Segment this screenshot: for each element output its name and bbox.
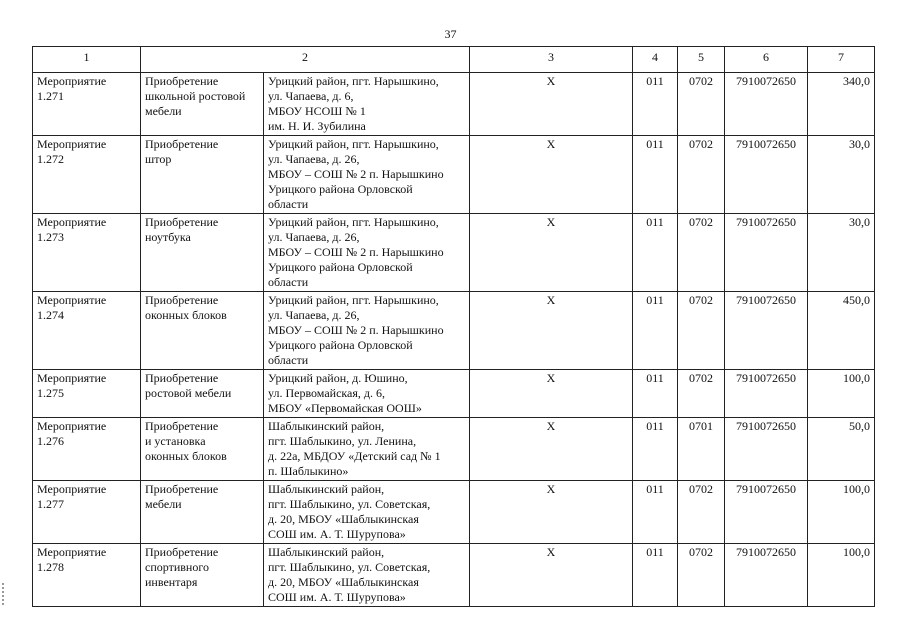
address-cell-line: МБОУ – СОШ № 2 п. Нарышкино <box>268 167 444 181</box>
col-7-cell: 50,0 <box>808 418 875 481</box>
col-6-cell: 7910072650 <box>725 544 808 607</box>
address-cell <box>264 418 470 481</box>
address-cell-line: Урицкий район, пгт. Нарышкино, <box>268 293 439 307</box>
col-3-cell: X <box>470 214 633 292</box>
address-cell-line: пгт. Шаблыкино, ул. Советская, <box>268 560 431 574</box>
address-cell-line: Урицкого района Орловской <box>268 260 413 274</box>
measure-id-cell-line: 1.272 <box>37 152 64 166</box>
col-3-cell: X <box>470 544 633 607</box>
address-cell-line: области <box>268 275 309 289</box>
address-cell-line: СОШ им. А. Т. Шурупова» <box>268 527 406 541</box>
address-cell-line: МБОУ «Первомайская ООШ» <box>268 401 422 415</box>
address-cell-line: МБОУ НСОШ № 1 <box>268 104 366 118</box>
address-cell-line: ул. Чапаева, д. 26, <box>268 308 360 322</box>
header-col-6: 6 <box>725 47 808 73</box>
measure-name-cell <box>141 370 264 418</box>
measure-name-cell-line: оконных блоков <box>145 449 227 463</box>
address-cell-line: МБОУ – СОШ № 2 п. Нарышкино <box>268 245 444 259</box>
address-cell-line: д. 20, МБОУ «Шаблыкинская <box>268 575 419 589</box>
measure-name-cell-line: спортивного <box>145 560 209 574</box>
header-col-1: 1 <box>33 47 141 73</box>
col-4-cell: 011 <box>633 292 678 370</box>
col-3-cell: X <box>470 136 633 214</box>
measure-name-cell <box>141 418 264 481</box>
col-4-cell: 011 <box>633 214 678 292</box>
measure-id-cell <box>33 292 141 370</box>
measure-id-cell-line: 1.275 <box>37 386 64 400</box>
measure-name-cell <box>141 481 264 544</box>
col-4-cell: 011 <box>633 136 678 214</box>
table-row <box>33 292 875 370</box>
address-cell-line: Урицкий район, пгт. Нарышкино, <box>268 74 439 88</box>
measure-id-cell <box>33 544 141 607</box>
address-cell-line: Урицкого района Орловской <box>268 182 413 196</box>
measure-id-cell <box>33 73 141 136</box>
measure-name-cell-line: мебели <box>145 497 182 511</box>
margin-mark <box>2 583 6 605</box>
address-cell-line: д. 22а, МБДОУ «Детский сад № 1 <box>268 449 441 463</box>
address-cell-line: Шаблыкинский район, <box>268 545 385 559</box>
address-cell <box>264 370 470 418</box>
address-cell <box>264 73 470 136</box>
measure-id-cell-line: Мероприятие <box>37 293 107 307</box>
address-cell-line: п. Шаблыкино» <box>268 464 349 478</box>
address-cell-line: пгт. Шаблыкино, ул. Советская, <box>268 497 431 511</box>
measure-id-cell-line: Мероприятие <box>37 371 107 385</box>
col-5-cell: 0702 <box>678 136 725 214</box>
address-cell-line: д. 20, МБОУ «Шаблыкинская <box>268 512 419 526</box>
measure-id-cell <box>33 136 141 214</box>
address-cell <box>264 136 470 214</box>
measure-name-cell <box>141 73 264 136</box>
col-6-cell: 7910072650 <box>725 292 808 370</box>
col-5-cell: 0702 <box>678 481 725 544</box>
col-4-cell: 011 <box>633 370 678 418</box>
address-cell-line: области <box>268 353 309 367</box>
address-cell-line: ул. Первомайская, д. 6, <box>268 386 385 400</box>
measure-name-cell <box>141 136 264 214</box>
col-7-cell: 340,0 <box>808 73 875 136</box>
table-body <box>33 73 875 607</box>
col-6-cell: 7910072650 <box>725 73 808 136</box>
measure-name-cell-line: ростовой мебели <box>145 386 232 400</box>
col-4-cell: 011 <box>633 418 678 481</box>
measure-id-cell-line: Мероприятие <box>37 137 107 151</box>
measure-id-cell-line: Мероприятие <box>37 482 107 496</box>
header-col-7: 7 <box>808 47 875 73</box>
address-cell-line: ул. Чапаева, д. 26, <box>268 152 360 166</box>
col-3-cell: X <box>470 418 633 481</box>
address-cell-line: МБОУ – СОШ № 2 п. Нарышкино <box>268 323 444 337</box>
measure-name-cell-line: Приобретение <box>145 74 219 88</box>
measure-id-cell <box>33 418 141 481</box>
address-cell-line: СОШ им. А. Т. Шурупова» <box>268 590 406 604</box>
col-3-cell: X <box>470 481 633 544</box>
page-number: 37 <box>444 27 457 41</box>
table-row <box>33 136 875 214</box>
measure-id-cell-line: Мероприятие <box>37 545 107 559</box>
measure-name-cell-line: оконных блоков <box>145 308 227 322</box>
address-cell-line: Шаблыкинский район, <box>268 482 385 496</box>
address-cell-line: Урицкий район, пгт. Нарышкино, <box>268 215 439 229</box>
measure-id-cell <box>33 214 141 292</box>
measure-name-cell-line: инвентаря <box>145 575 198 589</box>
col-5-cell: 0702 <box>678 73 725 136</box>
address-cell-line: Урицкого района Орловской <box>268 338 413 352</box>
col-5-cell: 0702 <box>678 544 725 607</box>
col-5-cell: 0702 <box>678 214 725 292</box>
col-5-cell: 0702 <box>678 370 725 418</box>
col-6-cell: 7910072650 <box>725 214 808 292</box>
col-6-cell: 7910072650 <box>725 481 808 544</box>
col-3-cell: X <box>470 292 633 370</box>
col-7-cell: 100,0 <box>808 370 875 418</box>
col-6-cell: 7910072650 <box>725 418 808 481</box>
measure-id-cell-line: 1.274 <box>37 308 64 322</box>
col-7-cell: 450,0 <box>808 292 875 370</box>
measure-name-cell-line: мебели <box>145 104 182 118</box>
col-5-cell: 0701 <box>678 418 725 481</box>
header-col-5: 5 <box>678 47 725 73</box>
col-4-cell: 011 <box>633 544 678 607</box>
measure-name-cell <box>141 544 264 607</box>
measure-id-cell-line: 1.278 <box>37 560 64 574</box>
measure-id-cell <box>33 370 141 418</box>
header-col-2: 2 <box>141 47 470 73</box>
measure-id-cell-line: 1.271 <box>37 89 64 103</box>
measure-name-cell-line: Приобретение <box>145 419 219 433</box>
measure-id-cell <box>33 481 141 544</box>
address-cell-line: ул. Чапаева, д. 6, <box>268 89 354 103</box>
address-cell <box>264 481 470 544</box>
col-3-cell: X <box>470 73 633 136</box>
address-cell-line: Урицкий район, пгт. Нарышкино, <box>268 137 439 151</box>
address-cell-line: Шаблыкинский район, <box>268 419 385 433</box>
measure-name-cell-line: Приобретение <box>145 482 219 496</box>
address-cell <box>264 292 470 370</box>
measure-name-cell-line: Приобретение <box>145 215 219 229</box>
measure-id-cell-line: 1.273 <box>37 230 64 244</box>
table-row <box>33 418 875 481</box>
measure-id-cell-line: Мероприятие <box>37 74 107 88</box>
address-cell <box>264 544 470 607</box>
col-3-cell: X <box>470 370 633 418</box>
measure-name-cell-line: Приобретение <box>145 371 219 385</box>
measure-id-cell-line: 1.277 <box>37 497 64 511</box>
measure-id-cell-line: 1.276 <box>37 434 64 448</box>
col-7-cell: 100,0 <box>808 544 875 607</box>
measure-name-cell <box>141 292 264 370</box>
col-7-cell: 30,0 <box>808 214 875 292</box>
col-6-cell: 7910072650 <box>725 136 808 214</box>
col-5-cell: 0702 <box>678 292 725 370</box>
table-row <box>33 214 875 292</box>
address-cell <box>264 214 470 292</box>
col-4-cell: 011 <box>633 481 678 544</box>
address-cell-line: им. Н. И. Зубилина <box>268 119 366 133</box>
address-cell-line: Урицкий район, д. Юшино, <box>268 371 408 385</box>
table-row <box>33 481 875 544</box>
table-row <box>33 370 875 418</box>
col-7-cell: 100,0 <box>808 481 875 544</box>
address-cell-line: области <box>268 197 309 211</box>
col-7-cell: 30,0 <box>808 136 875 214</box>
measure-name-cell-line: и установка <box>145 434 206 448</box>
measure-name-cell-line: Приобретение <box>145 293 219 307</box>
measure-id-cell-line: Мероприятие <box>37 215 107 229</box>
measure-name-cell-line: Приобретение <box>145 545 219 559</box>
header-col-4: 4 <box>633 47 678 73</box>
measure-name-cell <box>141 214 264 292</box>
header-col-3: 3 <box>470 47 633 73</box>
table-row <box>33 73 875 136</box>
col-6-cell: 7910072650 <box>725 370 808 418</box>
measure-name-cell-line: школьной ростовой <box>145 89 246 103</box>
header-row <box>33 47 875 73</box>
measure-name-cell-line: Приобретение <box>145 137 219 151</box>
measure-name-cell-line: ноутбука <box>145 230 191 244</box>
data-table <box>32 46 875 607</box>
col-4-cell: 011 <box>633 73 678 136</box>
measure-id-cell-line: Мероприятие <box>37 419 107 433</box>
table-row <box>33 544 875 607</box>
address-cell-line: ул. Чапаева, д. 26, <box>268 230 360 244</box>
address-cell-line: пгт. Шаблыкино, ул. Ленина, <box>268 434 417 448</box>
measure-name-cell-line: штор <box>145 152 172 166</box>
